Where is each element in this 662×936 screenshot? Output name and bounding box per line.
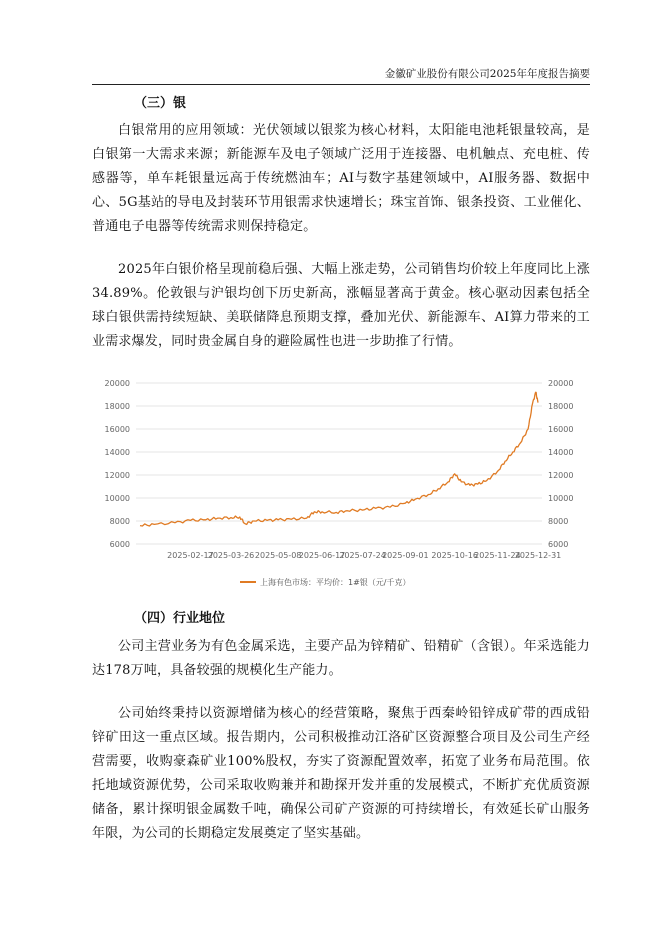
y-tick-label-right: 10000 — [548, 494, 574, 503]
y-tick-label-left: 12000 — [104, 471, 130, 480]
x-tick-label: 2025-12-31 — [514, 551, 562, 560]
y-tick-label-left: 16000 — [104, 425, 130, 434]
y-tick-label-right: 16000 — [548, 425, 574, 434]
x-tick-label: 2025-07-24 — [339, 551, 386, 560]
page-header: 金徽矿业股份有限公司2025年年度报告摘要 — [92, 66, 590, 85]
y-tick-label-left: 10000 — [104, 494, 130, 503]
x-tick-label: 2025-05-08 — [254, 551, 302, 560]
x-tick-label: 2025-06-17 — [298, 551, 346, 560]
paragraph-silver-price: 2025年白银价格呈现前稳后强、大幅上涨走势，公司销售均价较上年度同比上涨34.89%。伦敦银与沪银均创下历史新高，涨幅显著高于黄金。核心驱动因素包括全球白银供需持续短缺、美联储降息预期支撑，叠加光伏、新能源车、AI算力带来的工业需求爆发，同时贵金属自身的避险属性也进一步助推了行情。 — [92, 262, 590, 349]
silver-price-chart — [92, 372, 588, 598]
y-tick-label-right: 6000 — [548, 540, 569, 549]
section-heading-industry-position: （四）行业地位 — [134, 611, 226, 626]
y-tick-label-left: 14000 — [104, 448, 130, 457]
y-tick-label-left: 18000 — [104, 402, 130, 411]
y-tick-label-right: 18000 — [548, 402, 574, 411]
chart-svg — [92, 372, 588, 598]
y-tick-label-right: 14000 — [548, 448, 574, 457]
series-line-silver-price — [140, 392, 538, 526]
x-tick-label: 2025-09-01 — [382, 551, 429, 560]
y-tick-label-right: 8000 — [548, 517, 569, 526]
chart-legend — [240, 577, 411, 587]
x-tick-label: 2025-02-17 — [167, 551, 214, 560]
x-tick-label: 2025-03-26 — [207, 551, 255, 560]
chart-series — [140, 392, 538, 526]
paragraph-resource-strategy: 公司始终秉持以资源增储为核心的经营策略，聚焦于西秦岭铅锌成矿带的西成铅锌矿田这一重点区域。报告期内，公司积极推动江洛矿区资源整合项目及公司生产经营需要，收购豪森矿业100%股权，夯实了资源配置效率，拓宽了业务布局范围。依托地域资源优势，公司采取收购兼并和勘探开发并重的发展模式，不断扩充优质资源储备，累计探明银金属数千吨，确保公司矿产资源的可持续增长，有效延长矿山服务年限，为公司的长期稳定发展奠定了坚实基础。 — [92, 706, 590, 841]
y-tick-label-left: 8000 — [109, 517, 130, 526]
y-tick-label-right: 12000 — [548, 471, 574, 480]
legend-label: 上海有色市场：平均价：1#银（元/千克） — [260, 578, 411, 587]
y-tick-label-left: 20000 — [104, 379, 130, 388]
x-axis — [167, 551, 561, 560]
y-tick-label-left: 6000 — [109, 540, 130, 549]
x-tick-label: 2025-11-24 — [474, 551, 521, 560]
y-axis-left — [105, 379, 130, 549]
x-tick-label: 2025-10-16 — [431, 551, 478, 560]
y-axis-right — [548, 379, 573, 549]
y-tick-label-right: 20000 — [548, 379, 574, 388]
paragraph-silver-applications: 白银常用的应用领域：光伏领域以银浆为核心材料，太阳能电池耗银量较高，是白银第一大需求来源；新能源车及电子领域广泛用于连接器、电机触点、充电桩、传感器等，单车耗银量远高于传统燃油车；AI与数字基建领域中，AI服务器、数据中心、5G基站的导电及封装环节用银需求快速增长；珠宝首饰、银条投资、工业催化、普通电子电器等传统需求则保持稳定。 — [92, 123, 590, 234]
paragraph-main-business: 公司主营业务为有色金属采选，主要产品为锌精矿、铅精矿（含银）。年采选能力达178万吨，具备较强的规模化生产能力。 — [92, 639, 590, 678]
section-heading-silver: （三）银 — [134, 96, 187, 111]
chart-gridlines — [136, 383, 542, 544]
